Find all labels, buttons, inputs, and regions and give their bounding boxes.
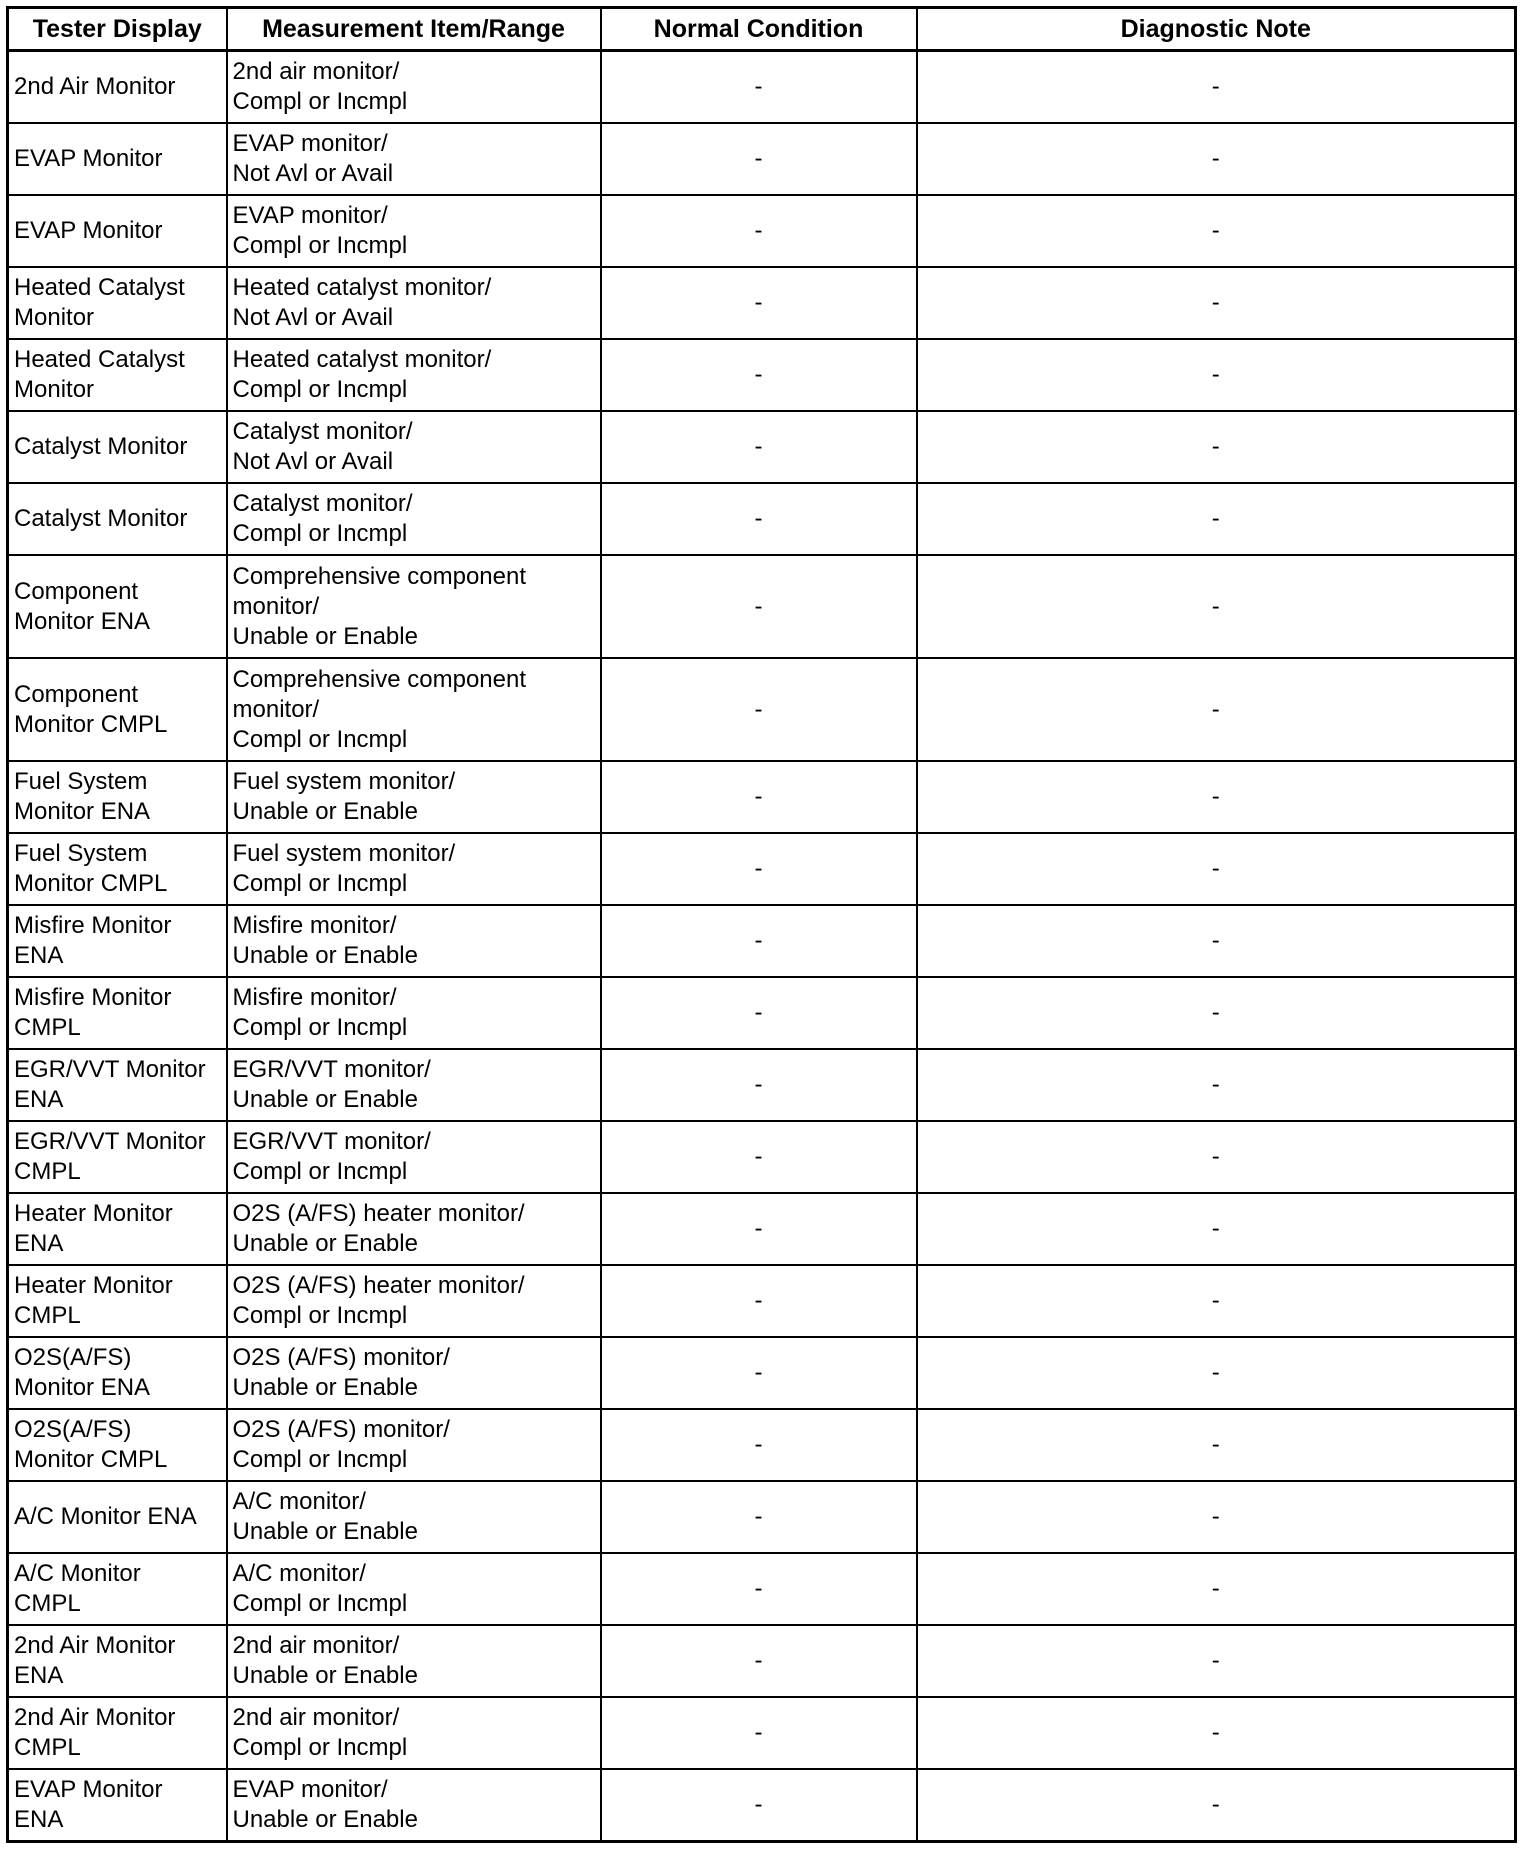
table-row: [8, 1697, 1516, 1769]
normal-condition-cell: -: [601, 977, 917, 1049]
tester-display-cell: EVAP Monitor: [8, 195, 227, 267]
normal-condition-cell: -: [601, 1193, 917, 1265]
diagnostic-note-cell: -: [917, 1337, 1516, 1409]
monitor-status-table: [6, 6, 1517, 1843]
tester-display-cell: A/C Monitor CMPL: [8, 1553, 227, 1625]
measurement-item-cell: A/C monitor/ Unable or Enable: [227, 1481, 601, 1553]
table-row: [8, 51, 1516, 124]
measurement-item-cell: EVAP monitor/ Compl or Incmpl: [227, 195, 601, 267]
document-page: [6, 6, 1514, 1843]
measurement-item-cell: Misfire monitor/ Compl or Incmpl: [227, 977, 601, 1049]
diagnostic-note-cell: -: [917, 1409, 1516, 1481]
diagnostic-note-cell: -: [917, 411, 1516, 483]
tester-display-cell: Catalyst Monitor: [8, 411, 227, 483]
normal-condition-cell: -: [601, 1553, 917, 1625]
normal-condition-cell: -: [601, 51, 917, 124]
measurement-item-cell: EGR/VVT monitor/ Compl or Incmpl: [227, 1121, 601, 1193]
table-row: [8, 411, 1516, 483]
measurement-item-cell: EVAP monitor/ Not Avl or Avail: [227, 123, 601, 195]
diagnostic-note-cell: -: [917, 1121, 1516, 1193]
normal-condition-cell: -: [601, 267, 917, 339]
tester-display-cell: EVAP Monitor ENA: [8, 1769, 227, 1842]
tester-display-cell: Heated Catalyst Monitor: [8, 267, 227, 339]
measurement-item-cell: Heated catalyst monitor/ Compl or Incmpl: [227, 339, 601, 411]
normal-condition-cell: -: [601, 1769, 917, 1842]
measurement-item-cell: 2nd air monitor/ Compl or Incmpl: [227, 51, 601, 124]
table-row: [8, 123, 1516, 195]
header-measurement-item: Measurement Item/Range: [227, 8, 601, 51]
diagnostic-note-cell: -: [917, 977, 1516, 1049]
table-row: [8, 1625, 1516, 1697]
normal-condition-cell: -: [601, 1049, 917, 1121]
measurement-item-cell: Catalyst monitor/ Compl or Incmpl: [227, 483, 601, 555]
normal-condition-cell: -: [601, 905, 917, 977]
normal-condition-cell: -: [601, 1625, 917, 1697]
normal-condition-cell: -: [601, 1121, 917, 1193]
table-row: [8, 1409, 1516, 1481]
tester-display-cell: Heater Monitor ENA: [8, 1193, 227, 1265]
table-row: [8, 1193, 1516, 1265]
measurement-item-cell: O2S (A/FS) heater monitor/ Compl or Incmpl: [227, 1265, 601, 1337]
measurement-item-cell: Catalyst monitor/ Not Avl or Avail: [227, 411, 601, 483]
table-row: [8, 761, 1516, 833]
normal-condition-cell: -: [601, 658, 917, 761]
diagnostic-note-cell: -: [917, 1193, 1516, 1265]
normal-condition-cell: -: [601, 1265, 917, 1337]
tester-display-cell: 2nd Air Monitor CMPL: [8, 1697, 227, 1769]
tester-display-cell: Component Monitor ENA: [8, 555, 227, 658]
measurement-item-cell: EVAP monitor/ Unable or Enable: [227, 1769, 601, 1842]
normal-condition-cell: -: [601, 1337, 917, 1409]
diagnostic-note-cell: -: [917, 123, 1516, 195]
measurement-item-cell: EGR/VVT monitor/ Unable or Enable: [227, 1049, 601, 1121]
table-row: [8, 1553, 1516, 1625]
tester-display-cell: Catalyst Monitor: [8, 483, 227, 555]
measurement-item-cell: Comprehensive component monitor/ Compl or Incmpl: [227, 658, 601, 761]
tester-display-cell: Heater Monitor CMPL: [8, 1265, 227, 1337]
diagnostic-note-cell: -: [917, 1697, 1516, 1769]
measurement-item-cell: O2S (A/FS) monitor/ Unable or Enable: [227, 1337, 601, 1409]
normal-condition-cell: -: [601, 761, 917, 833]
table-row: [8, 1769, 1516, 1842]
table-body: [8, 51, 1516, 1842]
diagnostic-note-cell: -: [917, 267, 1516, 339]
header-row: [8, 8, 1516, 51]
table-row: [8, 555, 1516, 658]
header-normal-condition: Normal Condition: [601, 8, 917, 51]
measurement-item-cell: A/C monitor/ Compl or Incmpl: [227, 1553, 601, 1625]
table-row: [8, 1265, 1516, 1337]
tester-display-cell: EGR/VVT Monitor CMPL: [8, 1121, 227, 1193]
header-tester-display: Tester Display: [8, 8, 227, 51]
tester-display-cell: O2S(A/FS) Monitor ENA: [8, 1337, 227, 1409]
tester-display-cell: Fuel System Monitor CMPL: [8, 833, 227, 905]
table-row: [8, 1337, 1516, 1409]
diagnostic-note-cell: -: [917, 195, 1516, 267]
diagnostic-note-cell: -: [917, 51, 1516, 124]
tester-display-cell: Misfire Monitor CMPL: [8, 977, 227, 1049]
measurement-item-cell: 2nd air monitor/ Compl or Incmpl: [227, 1697, 601, 1769]
measurement-item-cell: Misfire monitor/ Unable or Enable: [227, 905, 601, 977]
diagnostic-note-cell: -: [917, 1265, 1516, 1337]
diagnostic-note-cell: -: [917, 761, 1516, 833]
table-row: [8, 339, 1516, 411]
diagnostic-note-cell: -: [917, 1553, 1516, 1625]
table-row: [8, 267, 1516, 339]
normal-condition-cell: -: [601, 1409, 917, 1481]
measurement-item-cell: Heated catalyst monitor/ Not Avl or Avail: [227, 267, 601, 339]
normal-condition-cell: -: [601, 555, 917, 658]
normal-condition-cell: -: [601, 1697, 917, 1769]
diagnostic-note-cell: -: [917, 658, 1516, 761]
diagnostic-note-cell: -: [917, 1769, 1516, 1842]
tester-display-cell: 2nd Air Monitor ENA: [8, 1625, 227, 1697]
diagnostic-note-cell: -: [917, 1625, 1516, 1697]
tester-display-cell: Heated Catalyst Monitor: [8, 339, 227, 411]
table-row: [8, 195, 1516, 267]
tester-display-cell: EVAP Monitor: [8, 123, 227, 195]
normal-condition-cell: -: [601, 339, 917, 411]
normal-condition-cell: -: [601, 195, 917, 267]
table-row: [8, 1481, 1516, 1553]
header-diagnostic-note: Diagnostic Note: [917, 8, 1516, 51]
diagnostic-note-cell: -: [917, 1049, 1516, 1121]
normal-condition-cell: -: [601, 123, 917, 195]
table-header: [8, 8, 1516, 51]
normal-condition-cell: -: [601, 483, 917, 555]
tester-display-cell: Fuel System Monitor ENA: [8, 761, 227, 833]
measurement-item-cell: O2S (A/FS) monitor/ Compl or Incmpl: [227, 1409, 601, 1481]
normal-condition-cell: -: [601, 833, 917, 905]
tester-display-cell: EGR/VVT Monitor ENA: [8, 1049, 227, 1121]
tester-display-cell: Misfire Monitor ENA: [8, 905, 227, 977]
measurement-item-cell: Fuel system monitor/ Compl or Incmpl: [227, 833, 601, 905]
measurement-item-cell: Comprehensive component monitor/ Unable or Enable: [227, 555, 601, 658]
diagnostic-note-cell: -: [917, 339, 1516, 411]
tester-display-cell: O2S(A/FS) Monitor CMPL: [8, 1409, 227, 1481]
table-row: [8, 905, 1516, 977]
diagnostic-note-cell: -: [917, 483, 1516, 555]
table-row: [8, 977, 1516, 1049]
diagnostic-note-cell: -: [917, 833, 1516, 905]
diagnostic-note-cell: -: [917, 1481, 1516, 1553]
measurement-item-cell: Fuel system monitor/ Unable or Enable: [227, 761, 601, 833]
tester-display-cell: 2nd Air Monitor: [8, 51, 227, 124]
table-row: [8, 483, 1516, 555]
diagnostic-note-cell: -: [917, 905, 1516, 977]
table-row: [8, 1049, 1516, 1121]
tester-display-cell: Component Monitor CMPL: [8, 658, 227, 761]
measurement-item-cell: O2S (A/FS) heater monitor/ Unable or Enable: [227, 1193, 601, 1265]
table-row: [8, 833, 1516, 905]
normal-condition-cell: -: [601, 411, 917, 483]
normal-condition-cell: -: [601, 1481, 917, 1553]
table-row: [8, 1121, 1516, 1193]
tester-display-cell: A/C Monitor ENA: [8, 1481, 227, 1553]
measurement-item-cell: 2nd air monitor/ Unable or Enable: [227, 1625, 601, 1697]
table-row: [8, 658, 1516, 761]
diagnostic-note-cell: -: [917, 555, 1516, 658]
